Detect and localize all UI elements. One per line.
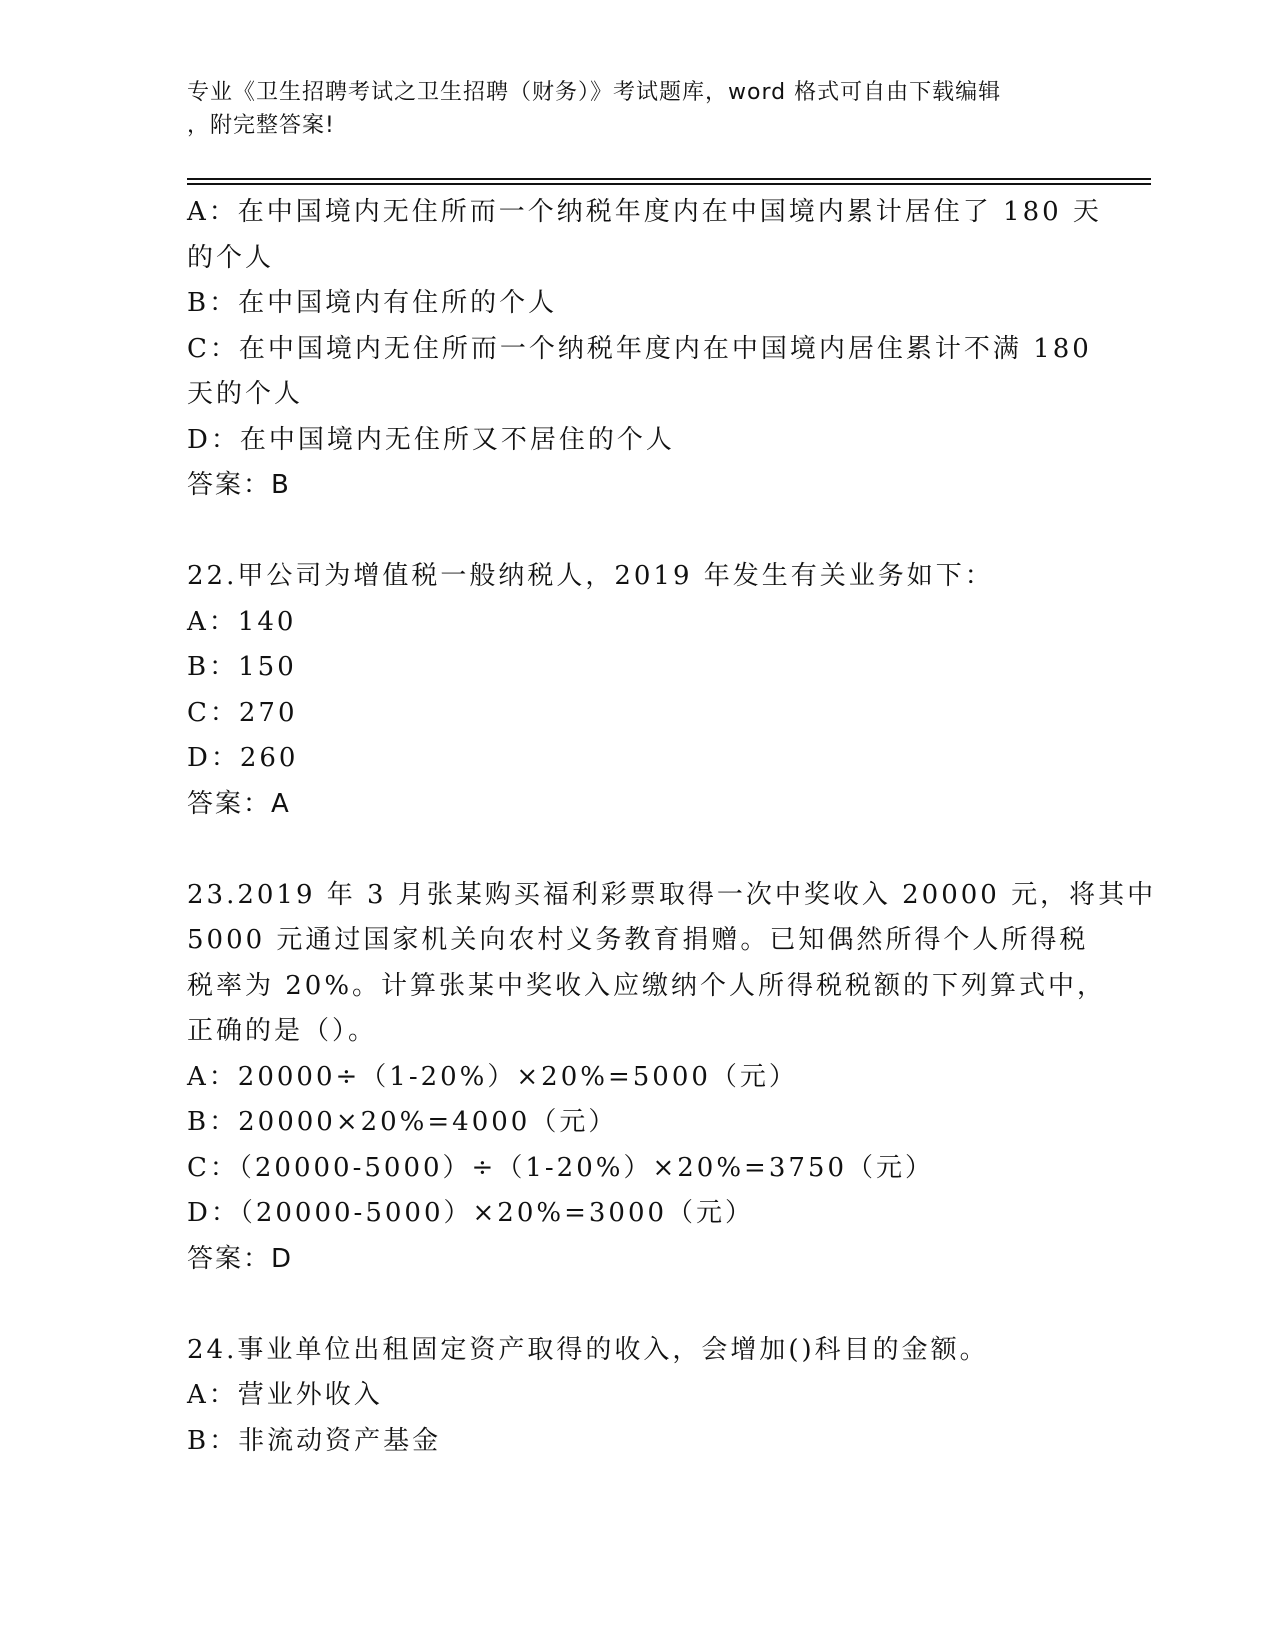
- question-stem-line-2: 5000 元通过国家机关向农村义务教育捐赠。已知偶然所得个人所得税: [187, 925, 1089, 955]
- question-list: [187, 190, 1157, 1464]
- option-d: D：在中国境内无住所又不居住的个人: [187, 424, 675, 455]
- option-b: B：20000×20%=4000（元）: [187, 1107, 618, 1137]
- answer: 答案：D: [187, 1243, 294, 1274]
- header-divider-bottom: [187, 183, 1151, 185]
- option-a-line-1: A：在中国境内无住所而一个纳税年度内在中国境内累计居住了 180 天: [187, 197, 1102, 227]
- question-23: [187, 873, 1157, 1283]
- option-b: B：非流动资产基金: [187, 1425, 442, 1456]
- option-c: C：（20000-5000）÷（1-20%）×20%=3750（元）: [187, 1152, 934, 1183]
- question-stem-line-1: 23.2019 年 3 月张某购买福利彩票取得一次中奖收入 20000 元，将其中: [187, 879, 1157, 910]
- question-22: [187, 554, 1087, 827]
- question-stem-line-4: 正确的是（）。: [187, 1016, 378, 1046]
- answer: 答案：B: [187, 470, 291, 500]
- option-c-line-1: C：在中国境内无住所而一个纳税年度内在中国境内居住累计不满 180: [187, 333, 1092, 364]
- answer: 答案：A: [187, 788, 291, 819]
- header-divider-top: [187, 178, 1151, 180]
- option-c: C：270: [187, 697, 298, 728]
- option-a-line-2: 的个人: [187, 242, 275, 273]
- question-24: [187, 1328, 1087, 1465]
- option-a: A：营业外收入: [187, 1380, 383, 1410]
- question-stem-line-3: 税率为 20%。计算张某中奖收入应缴纳个人所得税税额的下列算式中，: [187, 970, 1107, 1001]
- option-a: A：20000÷（1-20%）×20%=5000（元）: [187, 1061, 798, 1092]
- spacer: [187, 509, 1087, 555]
- question-21: [187, 190, 1102, 509]
- option-c-line-2: 天的个人: [187, 379, 304, 409]
- option-a: A：140: [187, 606, 297, 637]
- option-b: B：在中国境内有住所的个人: [187, 288, 558, 318]
- header-line-2: ，附完整答案!: [187, 113, 335, 138]
- question-stem: 22.甲公司为增值税一般纳税人，2019 年发生有关业务如下：: [187, 561, 994, 591]
- question-stem: 24.事业单位出租固定资产取得的收入，会增加()科目的金额。: [187, 1334, 989, 1365]
- spacer: [187, 827, 1087, 873]
- header-line-1: 专业《卫生招聘考试之卫生招聘（财务）》考试题库，word 格式可自由下载编辑: [187, 80, 1002, 105]
- option-d: D：（20000-5000）×20%=3000（元）: [187, 1198, 755, 1228]
- spacer: [187, 1282, 1087, 1328]
- option-b: B：150: [187, 652, 297, 682]
- document-header: [187, 76, 1067, 142]
- option-d: D：260: [187, 743, 299, 773]
